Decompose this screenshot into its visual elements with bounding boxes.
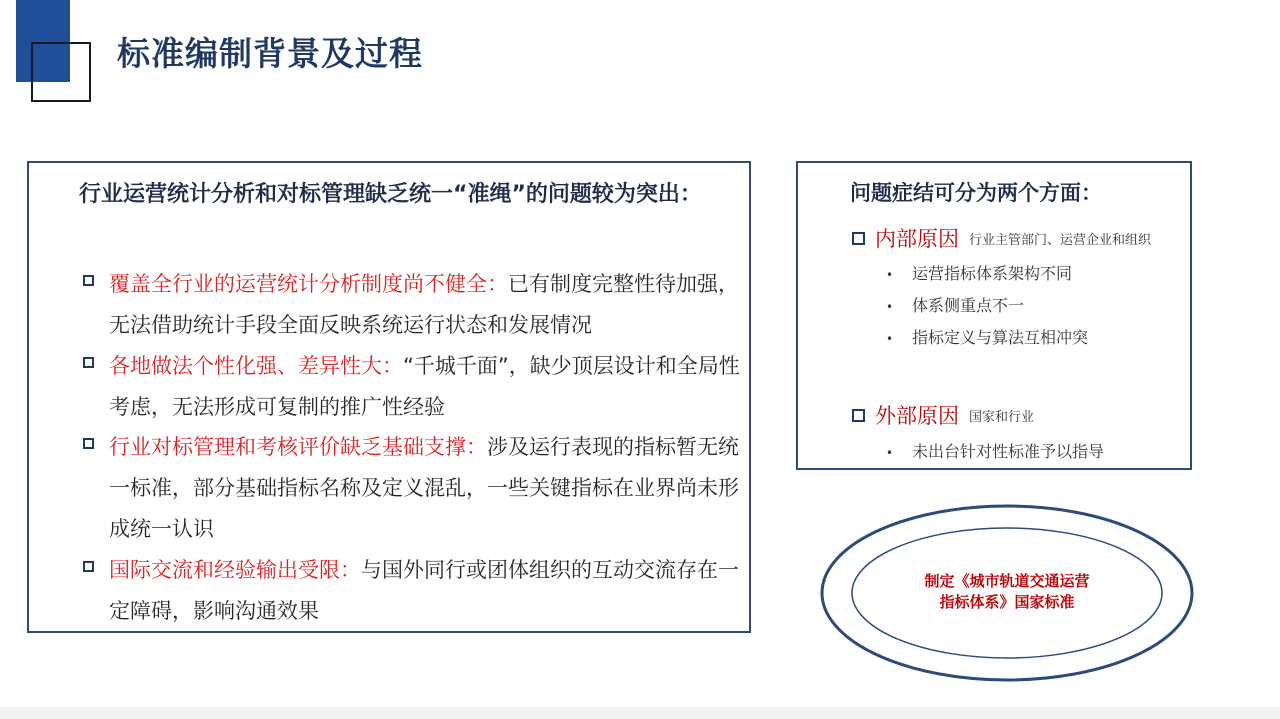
internal-cause-bullet: • 运营指标体系架构不同 xyxy=(886,264,1073,283)
problem-lead: 行业运营统计分析和对标管理缺乏统一“准绳”的问题较为突出： xyxy=(79,182,702,207)
dot-icon: • xyxy=(886,267,894,282)
dot-icon: • xyxy=(886,445,894,460)
square-bullet-icon xyxy=(852,232,865,245)
square-bullet-icon xyxy=(852,409,865,422)
slide-title: 标准编制背景及过程 xyxy=(117,34,423,73)
cause-panel xyxy=(796,161,1192,470)
external-cause-heading: 外部原因 国家和行业 xyxy=(852,400,1034,430)
external-cause-bullet: • 未出台针对性标准予以指导 xyxy=(886,442,1105,461)
internal-cause-bullet: • 体系侧重点不一 xyxy=(886,296,1025,315)
problem-item xyxy=(83,550,745,632)
internal-cause-heading: 内部原因 行业主管部门、运营企业和组织 xyxy=(852,223,1151,253)
problem-text: “千城千面”，缺少顶层设计和全局性考虑，无法形成可复制的推广性经验 xyxy=(109,354,740,419)
footer-strip xyxy=(0,707,1280,719)
square-bullet-icon xyxy=(83,561,94,572)
square-bullet-icon xyxy=(83,275,94,286)
problem-item xyxy=(83,427,745,550)
problem-highlight: 行业对标管理和考核评价缺乏基础支撑： xyxy=(109,435,487,459)
ellipse-label: 制定《城市轨道交通运营 指标体系》国家标准 xyxy=(924,572,1090,611)
internal-cause-bullet: • 指标定义与算法互相冲突 xyxy=(886,328,1089,347)
title-decoration-outline xyxy=(31,42,91,102)
square-bullet-icon xyxy=(83,438,94,449)
dot-icon: • xyxy=(886,331,894,346)
problem-panel xyxy=(27,161,751,633)
problem-highlight: 覆盖全行业的运营统计分析制度尚不健全： xyxy=(109,272,508,296)
problem-item xyxy=(83,346,745,428)
problem-text: 与国外同行或团体组织的互动交流存在一定障碍，影响沟通效果 xyxy=(109,558,739,623)
problem-highlight: 国际交流和经验输出受限： xyxy=(109,558,361,582)
cause-panel-title: 问题症结可分为两个方面： xyxy=(850,181,1102,205)
problem-item xyxy=(83,264,745,346)
problem-text: 已有制度完整性待加强，无法借助统计手段全面反映系统运行状态和发展情况 xyxy=(109,272,739,337)
square-bullet-icon xyxy=(83,357,94,368)
problem-text: 涉及运行表现的指标暂无统一标准，部分基础指标名称及定义混乱，一些关键指标在业界尚未形成统一认识 xyxy=(109,435,739,541)
dot-icon: • xyxy=(886,299,894,314)
problem-highlight: 各地做法个性化强、差异性大： xyxy=(109,354,403,378)
standard-ellipse xyxy=(819,503,1195,683)
